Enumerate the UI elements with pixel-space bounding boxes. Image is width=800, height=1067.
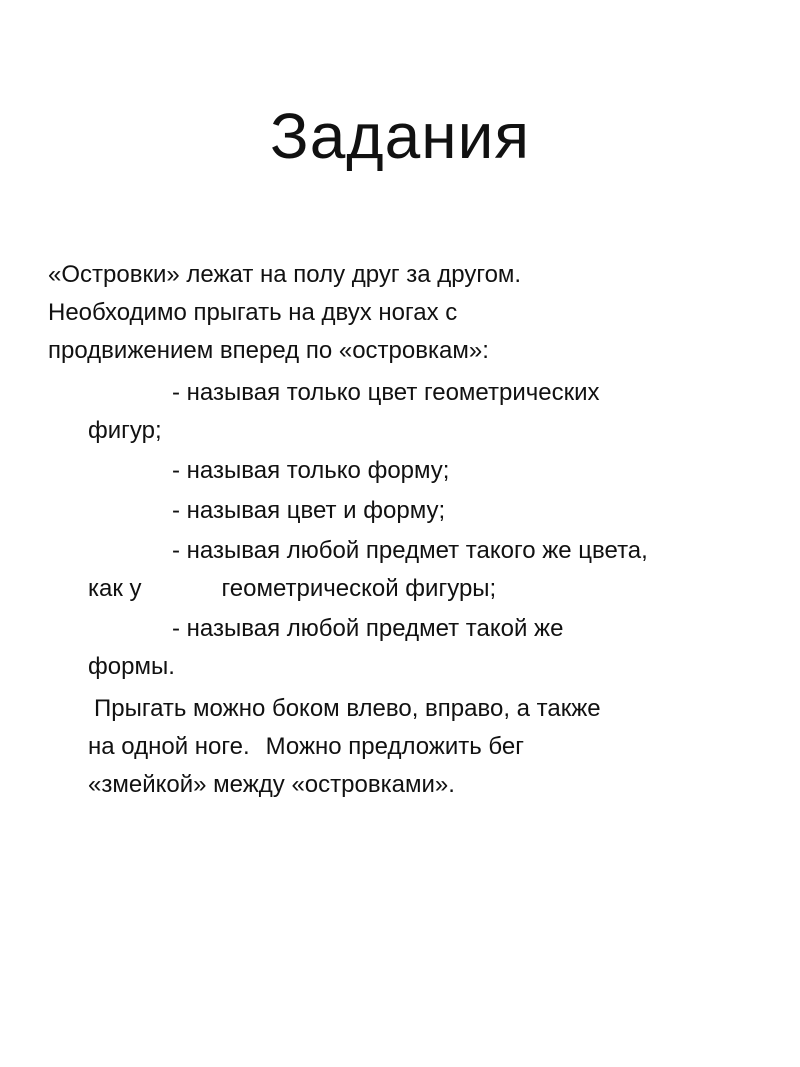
intro-line-2: Необходимо прыгать на двух ногах с — [48, 299, 458, 326]
task-item-shape — [48, 452, 768, 490]
task-item-line — [88, 570, 768, 608]
task-item-text: геометрической фигуры; — [221, 575, 497, 602]
closing-text: Можно предложить бег — [265, 733, 525, 760]
task-item-line: - называя любой предмет такого же цвета, — [172, 537, 648, 564]
task-item-line: - называя любой предмет такой же — [172, 615, 564, 642]
closing-line-3: «змейкой» между «островками». — [88, 771, 455, 798]
task-item-same-color — [48, 532, 768, 608]
task-item-line: формы. — [88, 653, 175, 680]
slide-title: Задания — [270, 100, 530, 172]
slide-body — [48, 256, 768, 806]
task-item-color-shape — [48, 492, 768, 530]
intro-line-1: «Островки» лежат на полу друг за другом. — [48, 261, 522, 288]
closing-paragraph — [48, 690, 768, 804]
task-item-line: - называя только цвет геометрических — [172, 379, 600, 406]
closing-line-2 — [88, 728, 768, 766]
task-item-same-shape — [48, 610, 768, 686]
task-item-line: - называя только форму; — [172, 457, 450, 484]
intro-paragraph — [48, 256, 768, 370]
task-item-color — [48, 374, 768, 450]
closing-text: на одной ноге. — [88, 733, 250, 760]
closing-line-1: Прыгать можно боком влево, вправо, а также — [94, 695, 601, 722]
task-item-line: - называя цвет и форму; — [172, 497, 446, 524]
intro-line-3: продвижением вперед по «островкам»: — [48, 337, 489, 364]
task-item-text: как у — [88, 575, 142, 602]
task-item-line: фигур; — [88, 417, 162, 444]
